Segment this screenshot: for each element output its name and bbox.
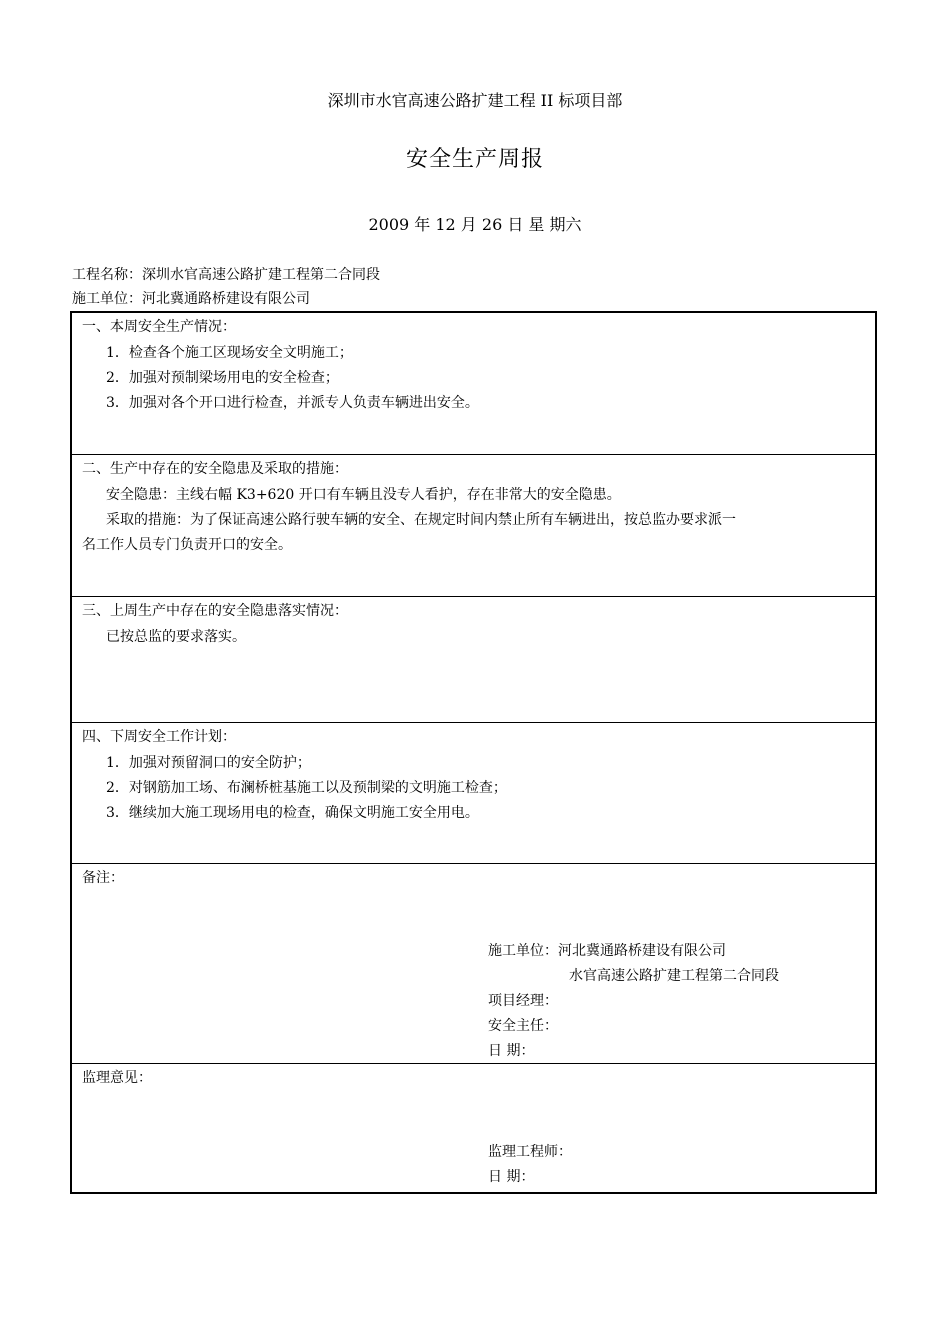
signature-unit: 施工单位：河北冀通路桥建设有限公司	[488, 943, 726, 959]
signature-unit-sub: 水官高速公路扩建工程第二合同段	[569, 968, 779, 984]
signature-supervising-engineer: 监理工程师：	[488, 1144, 572, 1160]
supervision-heading: 监理意见：	[82, 1070, 152, 1086]
followup-text: 已按总监的要求落实。	[106, 629, 246, 645]
section-next-week-plan	[72, 723, 875, 864]
list-item: 2．对钢筋加工场、布澜桥桩基施工以及预制梁的文明施工检查；	[106, 780, 507, 796]
document-title: 安全生产周报	[405, 147, 544, 172]
organization-header: 深圳市水官高速公路扩建工程 II 标项目部	[327, 91, 623, 110]
section-last-week-followup	[72, 597, 875, 723]
list-item: 3．继续加大施工现场用电的检查，确保文明施工安全用电。	[106, 805, 479, 821]
remarks-heading: 备注：	[82, 870, 124, 886]
list-item: 3．加强对各个开口进行检查，并派专人负责车辆进出安全。	[106, 395, 479, 411]
section-heading: 三、上周生产中存在的安全隐患落实情况：	[82, 603, 348, 619]
section-heading: 二、生产中存在的安全隐患及采取的措施：	[82, 461, 348, 477]
measure-text-continued: 名工作人员专门负责开口的安全。	[82, 537, 292, 553]
section-remarks	[72, 864, 875, 1064]
section-heading: 一、本周安全生产情况：	[82, 319, 236, 335]
hazard-text: 安全隐患：主线右幅 K3+620 开口有车辆且没专人看护，存在非常大的安全隐患。	[106, 487, 621, 503]
list-item: 2．加强对预制梁场用电的安全检查；	[106, 370, 339, 386]
signature-safety-director: 安全主任：	[488, 1018, 558, 1034]
section-weekly-status	[72, 313, 875, 455]
signature-project-manager: 项目经理：	[488, 993, 558, 1009]
section-heading: 四、下周安全工作计划：	[82, 729, 236, 745]
list-item: 1．加强对预留洞口的安全防护；	[106, 755, 311, 771]
measure-text: 采取的措施：为了保证高速公路行驶车辆的安全、在规定时间内禁止所有车辆进出，按总监办要求派一	[106, 512, 736, 528]
section-supervision	[72, 1064, 875, 1192]
report-date: 2009 年 12 月 26 日 星 期六	[368, 215, 582, 234]
report-table	[70, 311, 877, 1194]
construction-unit: 施工单位：河北冀通路桥建设有限公司	[72, 291, 310, 307]
project-name: 工程名称：深圳水官高速公路扩建工程第二合同段	[72, 267, 380, 283]
list-item: 1．检查各个施工区现场安全文明施工；	[106, 345, 353, 361]
section-hazards-measures	[72, 455, 875, 597]
signature-supervision-date: 日 期：	[488, 1169, 535, 1185]
signature-date: 日 期：	[488, 1043, 535, 1059]
